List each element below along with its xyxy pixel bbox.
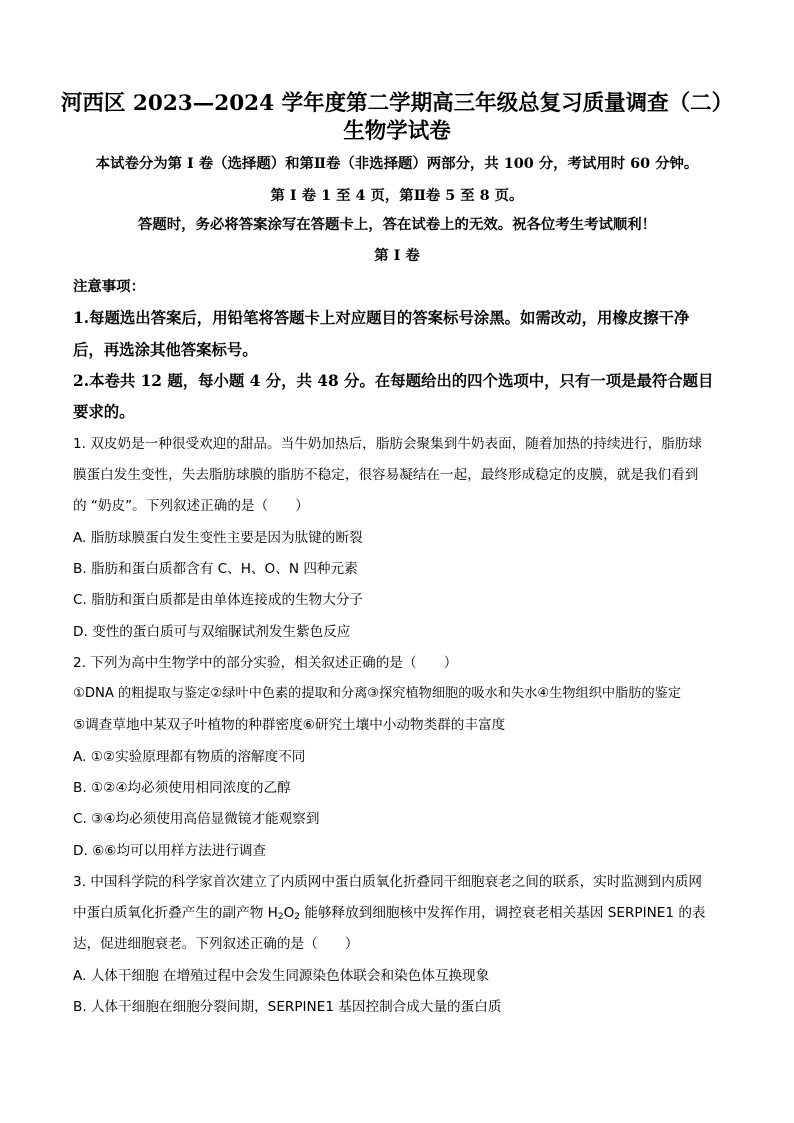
section-label: 第 I 卷: [374, 247, 420, 264]
q1-option-c: C. 脂肪和蛋白质都是由单体连接成的生物大分子: [73, 592, 364, 608]
note-2-line-1: 2.本卷共 12 题，每小题 4 分，共 48 分。在每题给出的四个选项中，只有一项是最符合题目: [73, 372, 714, 390]
note-1-line-2: 后，再选涂其他答案标号。: [73, 341, 258, 359]
q2-stem-line-3: ⑤调查草地中某双子叶植物的种群密度⑥研究土壤中小动物类群的丰富度: [73, 717, 506, 733]
intro-line-3: 答题时，务必将答案涂写在答题卡上，答在试卷上的无效。祝各位考生考试顺利！: [137, 216, 657, 233]
note-1-line-1: 1.每题选出答案后，用铅笔将答题卡上对应题目的答案标号涂黑。如需改动，用橡皮擦干净: [73, 309, 690, 327]
notes-heading: 注意事项：: [73, 278, 145, 295]
q3-stem-line-1: 3. 中国科学院的科学家首次建立了内质网中蛋白质氧化折叠同干细胞衰老之间的联系，实时监测到内质网: [73, 874, 703, 890]
q1-stem-line-2: 膜蛋白发生变性，失去脂肪球膜的脂肪不稳定，很容易凝结在一起，最终形成稳定的皮膜，就是我们看到: [73, 467, 699, 483]
q2-option-a: A. ①②实验原理都有物质的溶解度不同: [73, 749, 306, 765]
q3-option-b: B. 人体干细胞在细胞分裂间期，SERPINE1 基因控制合成大量的蛋白质: [73, 999, 502, 1015]
q2-option-c: C. ③④均必须使用高倍显微镜才能观察到: [73, 811, 320, 827]
q3-stem-line-3: 达，促进细胞衰老。下列叙述正确的是（ ）: [73, 936, 359, 952]
q1-option-b: B. 脂肪和蛋白质都含有 C、H、O、N 四种元素: [73, 561, 358, 577]
h2o2-subscript-2: 2: [294, 912, 301, 921]
exam-title: 河西区 2023—2024 学年度第二学期高三年级总复习质量调查（二）: [60, 91, 734, 116]
intro-line-2: 第 I 卷 1 至 4 页，第Ⅱ卷 5 至 8 页。: [270, 187, 524, 204]
q3-stem-line-2: [73, 901, 724, 921]
exam-subtitle: 生物学试卷: [343, 119, 451, 144]
h2o2-subscript-1: 2: [277, 912, 284, 921]
q3-line2-mid: O: [283, 905, 295, 921]
q3-option-a: A. 人体干细胞 在增殖过程中会发生同源染色体联会和染色体互换现象: [73, 968, 490, 984]
note-2-line-2: 要求的。: [73, 403, 135, 421]
q2-stem-line-1: 2. 下列为高中生物学中的部分实验，相关叙述正确的是（ ）: [73, 655, 458, 671]
q3-line2-post: 能够释放到细胞核中发挥作用，调控衰老相关基因 SERPINE1 的表: [300, 905, 706, 921]
q2-option-b: B. ①②④均必须使用相同浓度的乙醇: [73, 780, 291, 796]
q1-stem-line-1: 1. 双皮奶是一种很受欢迎的甜品。当牛奶加热后，脂肪会聚集到牛奶表面，随着加热的持续进行，脂肪球: [73, 436, 703, 452]
q1-option-d: D. 变性的蛋白质可与双缩脲试剂发生紫色反应: [73, 624, 351, 640]
q1-stem-line-3: 的 “奶皮”。下列叙述正确的是（ ）: [73, 498, 309, 514]
q1-option-a: A. 脂肪球膜蛋白发生变性主要是因为肽键的断裂: [73, 530, 363, 546]
q2-option-d: D. ⑥⑥均可以用样方法进行调查: [73, 843, 267, 859]
q3-line2-pre: 中蛋白质氧化折叠产生的副产物 H: [73, 905, 278, 921]
intro-line-1: 本试卷分为第 I 卷（选择题）和第Ⅱ卷（非选择题）两部分，共 100 分，考试用时 60 分钟。: [95, 155, 699, 172]
q2-stem-line-2: ①DNA 的粗提取与鉴定②绿叶中色素的提取和分离③探究植物细胞的吸水和失水④生物组织中脂肪的鉴定: [73, 686, 682, 701]
